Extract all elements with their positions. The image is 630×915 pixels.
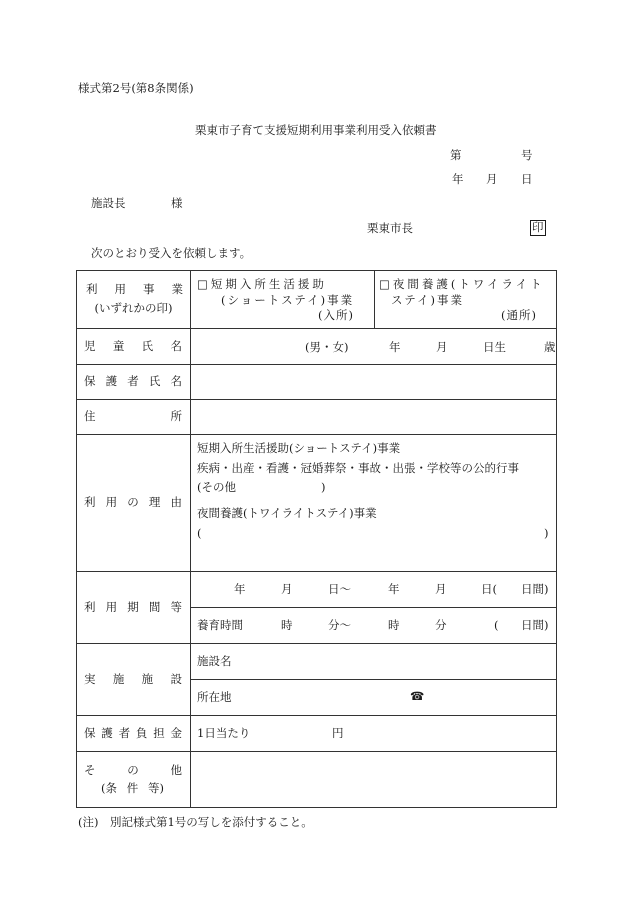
phone-icon: ☎ <box>410 689 425 703</box>
label-reason: 利 用 の 理 由 <box>77 435 191 572</box>
period-care-time[interactable]: 養育時間 時 分〜 時 分 ( 日間) <box>191 608 557 644</box>
label-other: そ の 他 (条 件 等) <box>77 752 191 808</box>
label-period: 利 用 期 間 等 <box>77 572 191 644</box>
label-child: 児 童 氏 名 <box>77 329 191 365</box>
row-reason <box>77 435 557 572</box>
child-field[interactable]: (男・女) 年 月 日生 歳 <box>191 329 557 365</box>
reason-field[interactable]: 短期入所生活援助(ショートステイ)事業 疾病・出産・看護・冠婚葬祭・事故・出張・学校等の公的行事 (その他 ) 夜間養護(トワイライトステイ)事業 ( ) <box>191 435 557 572</box>
date-month: 月 <box>486 172 498 186</box>
request-form-table <box>76 270 557 808</box>
date-year: 年 <box>452 172 464 186</box>
issuer-title: 栗東市長 <box>367 221 413 235</box>
facility-name[interactable]: 施設名 <box>191 644 557 680</box>
row-child <box>77 329 557 365</box>
intro-text: 次のとおり受入を依頼します。 <box>91 246 252 260</box>
service-option-2[interactable]: □夜間養護(トワイライト ステイ)事業 (通所) <box>379 277 545 322</box>
date-day: 日 <box>521 172 533 186</box>
address-field[interactable] <box>191 400 557 435</box>
service-options <box>191 271 557 329</box>
footnote: (注) 別記様式第1号の写しを添付すること。 <box>78 815 313 829</box>
row-address <box>77 400 557 435</box>
form-number: 様式第2号(第8条関係) <box>78 81 194 95</box>
doc-number-suffix: 号 <box>521 148 533 162</box>
row-period <box>77 572 557 608</box>
seal-stamp: 印 <box>532 220 544 234</box>
label-facility: 実 施 施 設 <box>77 644 191 716</box>
row-fee <box>77 716 557 752</box>
label-address: 住 所 <box>77 400 191 435</box>
period-dates[interactable]: 年 月 日〜 年 月 日( 日間) <box>191 572 557 608</box>
label-service: 利 用 事 業 (いずれかの印) <box>77 271 191 329</box>
document-title: 栗東市子育て支援短期利用事業利用受入依頼書 <box>195 123 437 137</box>
row-other <box>77 752 557 808</box>
label-guardian: 保 護 者 氏 名 <box>77 365 191 400</box>
row-facility <box>77 644 557 680</box>
label-service-sub: (いずれかの印) <box>94 301 173 315</box>
other-field[interactable] <box>191 752 557 808</box>
row-service <box>77 271 557 329</box>
addressee-role: 施設長 <box>91 196 126 210</box>
facility-location[interactable]: 所在地 ☎ <box>191 680 557 716</box>
doc-number-prefix: 第 <box>450 148 462 162</box>
addressee-honorific: 様 <box>171 196 183 210</box>
service-option-1[interactable]: □短期入所生活援助 (ショートステイ)事業 (入所) <box>191 271 375 328</box>
label-fee: 保 護 者 負 担 金 <box>77 716 191 752</box>
row-guardian <box>77 365 557 400</box>
fee-field[interactable]: 1日当たり 円 <box>191 716 557 752</box>
issuer-seal <box>530 220 546 236</box>
guardian-field[interactable] <box>191 365 557 400</box>
